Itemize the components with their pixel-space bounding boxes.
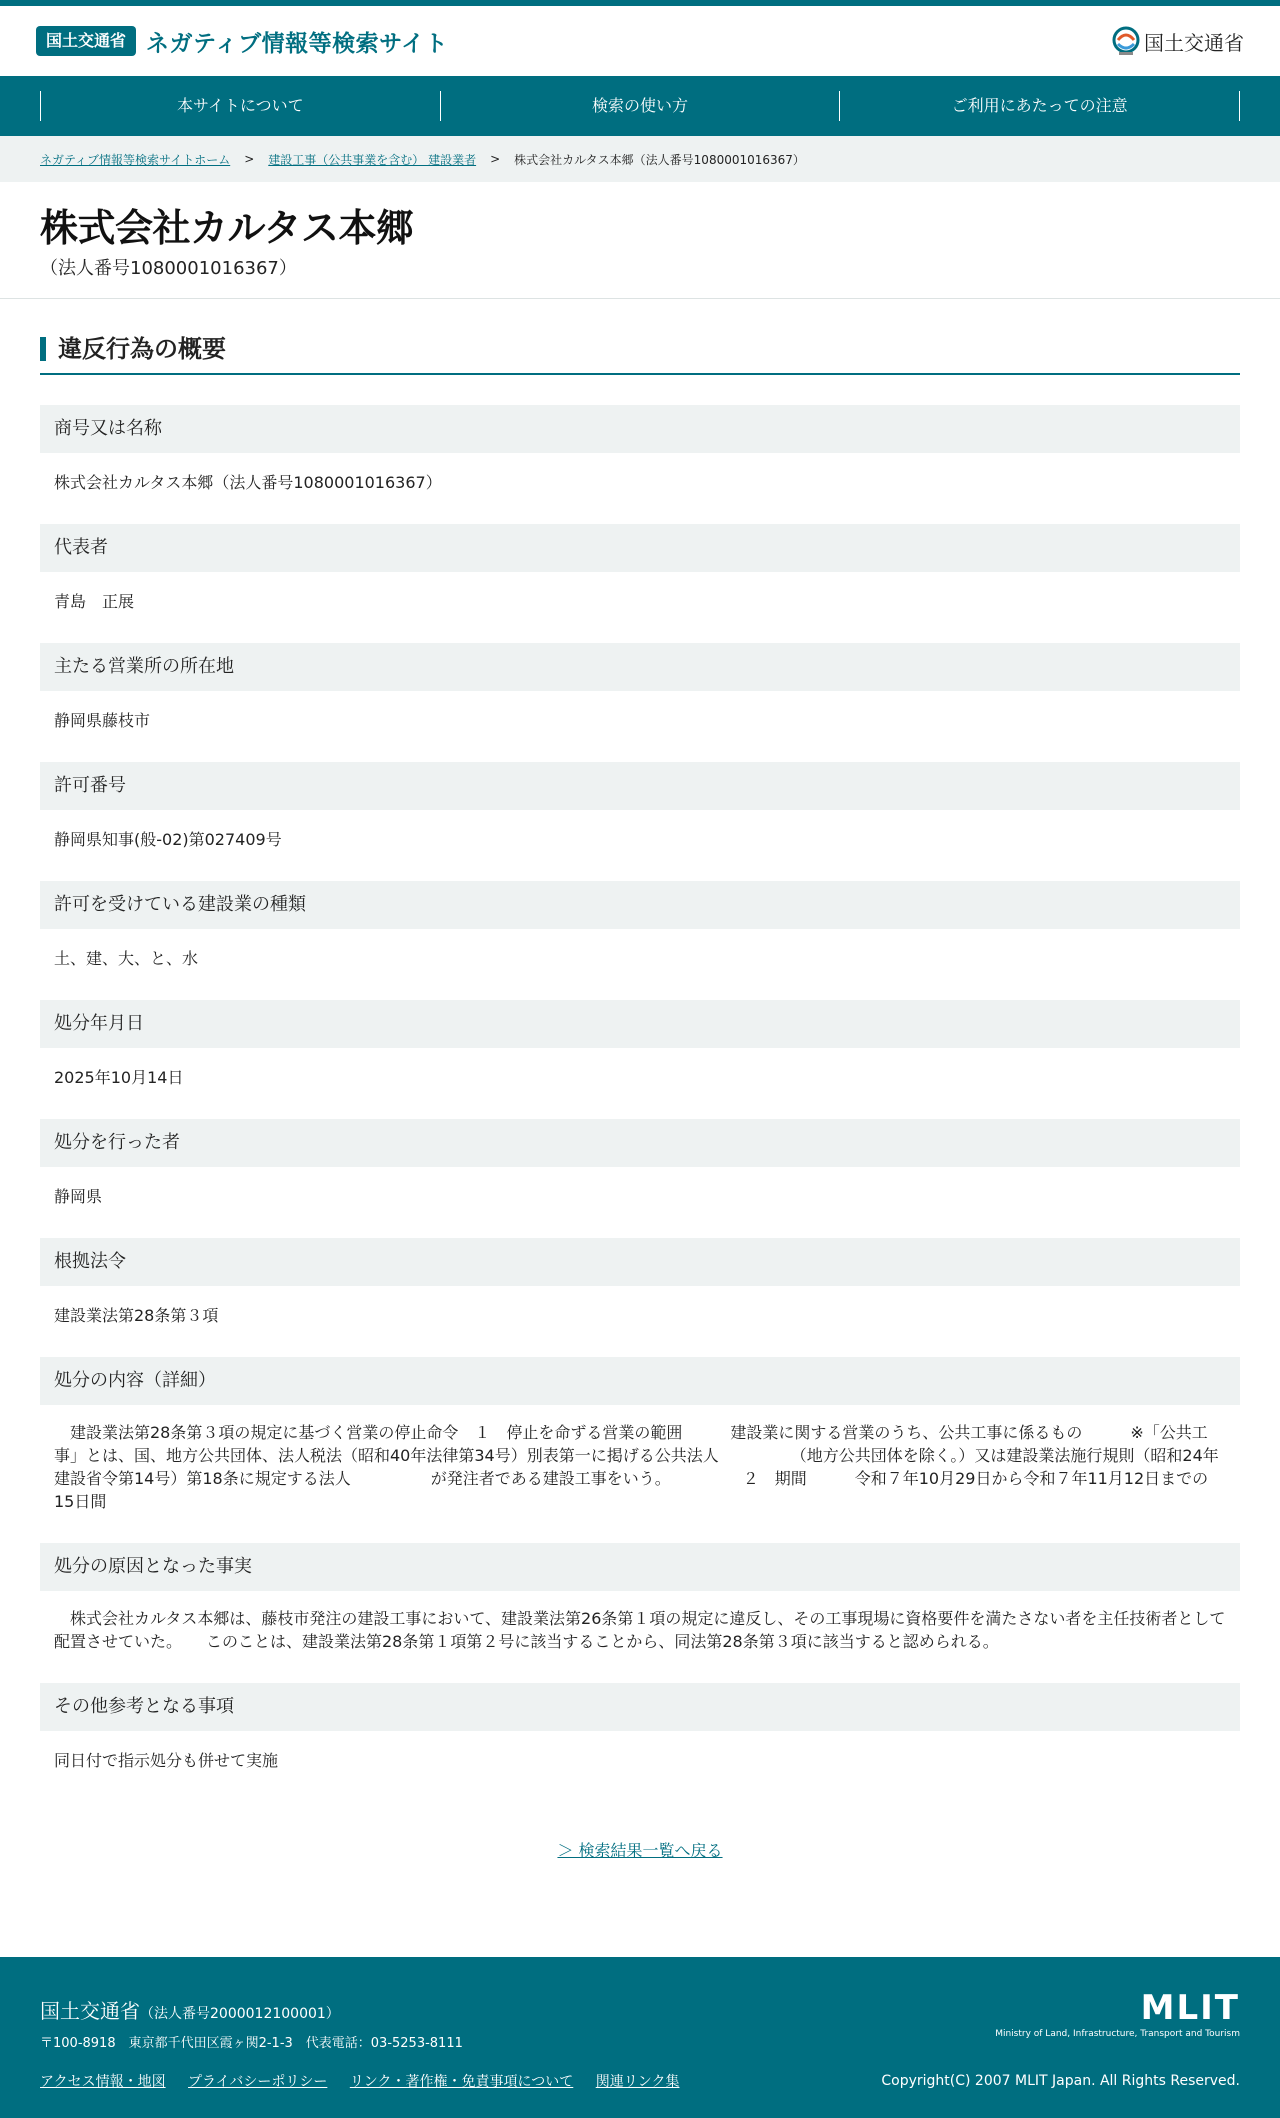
mlit-emblem-icon bbox=[1112, 26, 1140, 56]
mlit-logo-text: 国土交通省 bbox=[1144, 30, 1244, 55]
field-disposition-date bbox=[40, 1000, 1240, 1089]
field-license-number bbox=[40, 762, 1240, 851]
copyright-text: Copyright(C) 2007 MLIT Japan. All Rights Reserved. bbox=[881, 2073, 1240, 2089]
field-main-office bbox=[40, 643, 1240, 732]
footer-link-related[interactable]: 関連リンク集 bbox=[595, 2074, 680, 2090]
ministry-badge: 国土交通省 bbox=[36, 26, 136, 56]
site-footer bbox=[0, 1957, 1280, 2118]
field-value: 株式会社カルタス本郷（法人番号1080001016367） bbox=[54, 473, 442, 492]
field-label: 処分の内容（詳細） bbox=[40, 1357, 1240, 1405]
back-link-container bbox=[40, 1838, 1240, 1861]
field-value: 静岡県 bbox=[54, 1187, 103, 1206]
section-title: 違反行為の概要 bbox=[40, 337, 1240, 361]
field-legal-basis bbox=[40, 1238, 1240, 1327]
breadcrumb-category-link[interactable]: 建設工事（公共事業を含む） 建設業者 bbox=[268, 152, 477, 167]
main-nav bbox=[0, 76, 1280, 136]
field-value: 青島 正展 bbox=[54, 592, 135, 611]
breadcrumb bbox=[0, 136, 1280, 182]
field-value: 2025年10月14日 bbox=[54, 1068, 184, 1087]
site-brand[interactable] bbox=[36, 25, 448, 58]
mlit-wordmark-subtitle: Ministry of Land, Infrastructure, Transport and Tourism bbox=[995, 2029, 1240, 2039]
footer-right bbox=[881, 1988, 1240, 2089]
breadcrumb-home-link[interactable]: ネガティブ情報等検索サイトホーム bbox=[40, 152, 231, 167]
nav-usage-notes[interactable]: ご利用にあたっての注意 bbox=[839, 91, 1240, 121]
field-value: 静岡県藤枝市 bbox=[54, 711, 151, 730]
field-disposing-authority bbox=[40, 1119, 1240, 1208]
field-label: 主たる営業所の所在地 bbox=[40, 643, 1240, 691]
field-license-types bbox=[40, 881, 1240, 970]
company-name: 株式会社カルタス本郷 bbox=[40, 206, 414, 250]
field-label: 処分を行った者 bbox=[40, 1119, 1240, 1167]
field-label: 処分の原因となった事実 bbox=[40, 1543, 1240, 1591]
field-value: 建設業法第28条第３項 bbox=[54, 1306, 219, 1325]
section-divider bbox=[40, 373, 1240, 375]
field-representative bbox=[40, 524, 1240, 613]
field-value: 株式会社カルタス本郷は、藤枝市発注の建設工事において、建設業法第26条第１項の規定に違反し、その工事現場に資格要件を満たさない者を主任技術者として配置させていた。 このことは、建設業法第28条第１項第２号に該当することから、同法第28条第３項に該当すると認められる。 bbox=[54, 1609, 1226, 1651]
nav-how-to-search[interactable]: 検索の使い方 bbox=[440, 91, 840, 121]
field-label: 商号又は名称 bbox=[40, 405, 1240, 453]
field-label: 代表者 bbox=[40, 524, 1240, 572]
footer-org-number: （法人番号2000012100001） bbox=[140, 2006, 340, 2022]
field-value: 静岡県知事(般-02)第027409号 bbox=[54, 830, 282, 849]
footer-link-privacy[interactable]: プライバシーポリシー bbox=[188, 2074, 328, 2090]
nav-about[interactable]: 本サイトについて bbox=[40, 91, 440, 121]
field-other-notes bbox=[40, 1683, 1240, 1772]
violation-summary-section bbox=[0, 337, 1280, 1861]
back-to-results-link[interactable]: ＞ 検索結果一覧へ戻る bbox=[557, 1841, 723, 1860]
field-disposition-details bbox=[40, 1357, 1240, 1513]
footer-link-copyright[interactable]: リンク・著作権・免責事項について bbox=[349, 2074, 574, 2090]
breadcrumb-separator: > bbox=[244, 152, 255, 166]
site-header bbox=[0, 6, 1280, 76]
company-heading bbox=[0, 182, 1280, 299]
field-trade-name bbox=[40, 405, 1240, 494]
footer-org-name: 国土交通省 bbox=[40, 1999, 140, 2023]
mlit-logo[interactable] bbox=[1112, 26, 1244, 56]
breadcrumb-separator: > bbox=[490, 152, 501, 166]
field-value: 土、建、大、と、水 bbox=[54, 949, 199, 968]
company-corporate-number: （法人番号1080001016367） bbox=[40, 258, 297, 279]
field-disposition-cause bbox=[40, 1543, 1240, 1653]
footer-link-access[interactable]: アクセス情報・地図 bbox=[40, 2074, 166, 2090]
field-label: 処分年月日 bbox=[40, 1000, 1240, 1048]
field-label: 許可番号 bbox=[40, 762, 1240, 810]
field-value: 同日付で指示処分も併せて実施 bbox=[54, 1751, 279, 1770]
field-value: 建設業法第28条第３項の規定に基づく営業の停止命令 １ 停止を命ずる営業の範囲 建設業に関する営業のうち、公共工事に係るもの ※「公共工事」とは、国、地方公共団体、法人税法（昭和40年法律第34号）別表第一に掲げる公共法人 （地方公共団体を除く。）又は建設業法施行規則（昭和24年建設省令第14号）第18条に規定する法人 が発注者である建設工事をいう。 ２ 期間 令和７年10月29日から令和７年11月12日までの15日間 bbox=[54, 1423, 1219, 1511]
site-title: ネガティブ情報等検索サイト bbox=[146, 30, 449, 57]
field-label: 根拠法令 bbox=[40, 1238, 1240, 1286]
breadcrumb-current: 株式会社カルタス本郷（法人番号1080001016367） bbox=[514, 152, 805, 167]
mlit-wordmark-logo: MLIT bbox=[1140, 1988, 1240, 2028]
footer-address: 〒100-8918 東京都千代田区霞ヶ関2-1-3 代表電話：03-5253-8111 bbox=[40, 2036, 463, 2051]
field-label: その他参考となる事項 bbox=[40, 1683, 1240, 1731]
field-label: 許可を受けている建設業の種類 bbox=[40, 881, 1240, 929]
